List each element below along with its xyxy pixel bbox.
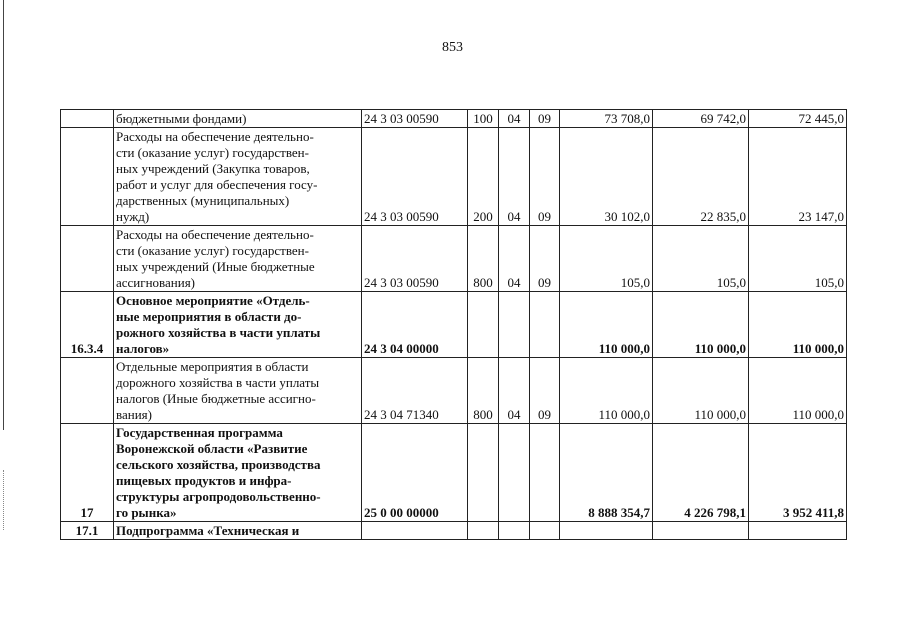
row-name-cell xyxy=(114,110,362,128)
section-cell: 04 xyxy=(499,128,530,226)
expense-type-cell: 200 xyxy=(468,128,499,226)
row-number-cell: 16.3.4 xyxy=(61,292,114,358)
row-name-line: Основное мероприятие «Отдель- xyxy=(116,293,310,308)
row-name-line: нужд) xyxy=(116,209,150,224)
table-row xyxy=(61,292,847,358)
row-name-line: Отдельные мероприятия в области xyxy=(116,359,309,374)
amount-year1-cell: 8 888 354,7 xyxy=(560,424,653,522)
section-cell: 04 xyxy=(499,358,530,424)
target-article-code-cell xyxy=(362,522,468,540)
amount-year3-cell: 105,0 xyxy=(749,226,847,292)
target-article-code-cell: 24 3 04 71340 xyxy=(362,358,468,424)
section-cell xyxy=(499,522,530,540)
row-name-line: налогов (Иные бюджетные ассигно- xyxy=(116,391,316,406)
row-name-line: сти (оказание услуг) государствен- xyxy=(116,145,309,160)
amount-year2-cell: 105,0 xyxy=(653,226,749,292)
left-margin-dots xyxy=(3,470,5,530)
expense-type-cell: 800 xyxy=(468,358,499,424)
amount-year1-cell: 105,0 xyxy=(560,226,653,292)
row-name-line: Расходы на обеспечение деятельно- xyxy=(116,129,314,144)
row-name-cell xyxy=(114,226,362,292)
amount-year2-cell: 110 000,0 xyxy=(653,358,749,424)
amount-year3-cell: 23 147,0 xyxy=(749,128,847,226)
amount-year1-cell: 110 000,0 xyxy=(560,358,653,424)
row-name-line: Воронежской области «Развитие xyxy=(116,441,308,456)
subsection-cell xyxy=(530,522,560,540)
target-article-code-cell: 25 0 00 00000 xyxy=(362,424,468,522)
row-name-line: структуры агропродовольственно- xyxy=(116,489,321,504)
amount-year3-cell: 110 000,0 xyxy=(749,358,847,424)
amount-year1-cell: 110 000,0 xyxy=(560,292,653,358)
subsection-cell: 09 xyxy=(530,128,560,226)
row-name-line: сельского хозяйства, производства xyxy=(116,457,321,472)
row-number-cell: 17.1 xyxy=(61,522,114,540)
table-row xyxy=(61,128,847,226)
target-article-code-cell: 24 3 04 00000 xyxy=(362,292,468,358)
row-name-line: бюджетными фондами) xyxy=(116,111,247,126)
budget-table xyxy=(60,109,847,540)
amount-year1-cell xyxy=(560,522,653,540)
amount-year3-cell xyxy=(749,522,847,540)
amount-year3-cell: 3 952 411,8 xyxy=(749,424,847,522)
row-name-line: вания) xyxy=(116,407,152,422)
target-article-code-cell: 24 3 03 00590 xyxy=(362,110,468,128)
row-name-line: налогов» xyxy=(116,341,170,356)
row-number-cell xyxy=(61,128,114,226)
table-row xyxy=(61,522,847,540)
row-name-line: пищевых продуктов и инфра- xyxy=(116,473,292,488)
row-name-line: ассигнования) xyxy=(116,275,196,290)
expense-type-cell: 800 xyxy=(468,226,499,292)
section-cell xyxy=(499,292,530,358)
row-name-line: Расходы на обеспечение деятельно- xyxy=(116,227,314,242)
expense-type-cell: 100 xyxy=(468,110,499,128)
row-name-line: дорожного хозяйства в части уплаты xyxy=(116,375,320,390)
row-name-line: дарственных (муниципальных) xyxy=(116,193,290,208)
row-name-line: рожного хозяйства в части уплаты xyxy=(116,325,321,340)
subsection-cell: 09 xyxy=(530,358,560,424)
row-number-cell xyxy=(61,110,114,128)
subsection-cell: 09 xyxy=(530,226,560,292)
section-cell: 04 xyxy=(499,110,530,128)
amount-year2-cell: 22 835,0 xyxy=(653,128,749,226)
table-row xyxy=(61,110,847,128)
row-name-cell xyxy=(114,292,362,358)
amount-year1-cell: 30 102,0 xyxy=(560,128,653,226)
table-body xyxy=(61,110,847,540)
amount-year2-cell xyxy=(653,522,749,540)
expense-type-cell xyxy=(468,292,499,358)
row-name-cell xyxy=(114,358,362,424)
subsection-cell: 09 xyxy=(530,110,560,128)
table-row xyxy=(61,226,847,292)
row-name-cell xyxy=(114,424,362,522)
row-number-cell xyxy=(61,226,114,292)
row-name-line: ных учреждений (Закупка товаров, xyxy=(116,161,310,176)
row-name-line: сти (оказание услуг) государствен- xyxy=(116,243,309,258)
row-name-line: Государственная программа xyxy=(116,425,283,440)
left-margin-rule xyxy=(3,0,4,430)
subsection-cell xyxy=(530,292,560,358)
amount-year2-cell: 110 000,0 xyxy=(653,292,749,358)
subsection-cell xyxy=(530,424,560,522)
expense-type-cell xyxy=(468,424,499,522)
page-number: 853 xyxy=(442,40,463,55)
row-name-line: работ и услуг для обеспечения госу- xyxy=(116,177,318,192)
row-number-cell xyxy=(61,358,114,424)
target-article-code-cell: 24 3 03 00590 xyxy=(362,226,468,292)
amount-year2-cell: 4 226 798,1 xyxy=(653,424,749,522)
row-name-line: ных учреждений (Иные бюджетные xyxy=(116,259,315,274)
row-number-cell: 17 xyxy=(61,424,114,522)
row-name-line: го рынка» xyxy=(116,505,177,520)
row-name-line: Подпрограмма «Техническая и xyxy=(116,523,300,538)
table-row xyxy=(61,358,847,424)
row-name-line: ные мероприятия в области до- xyxy=(116,309,302,324)
target-article-code-cell: 24 3 03 00590 xyxy=(362,128,468,226)
expense-type-cell xyxy=(468,522,499,540)
amount-year1-cell: 73 708,0 xyxy=(560,110,653,128)
section-cell xyxy=(499,424,530,522)
row-name-cell xyxy=(114,128,362,226)
amount-year2-cell: 69 742,0 xyxy=(653,110,749,128)
amount-year3-cell: 72 445,0 xyxy=(749,110,847,128)
row-name-cell xyxy=(114,522,362,540)
section-cell: 04 xyxy=(499,226,530,292)
amount-year3-cell: 110 000,0 xyxy=(749,292,847,358)
table-row xyxy=(61,424,847,522)
